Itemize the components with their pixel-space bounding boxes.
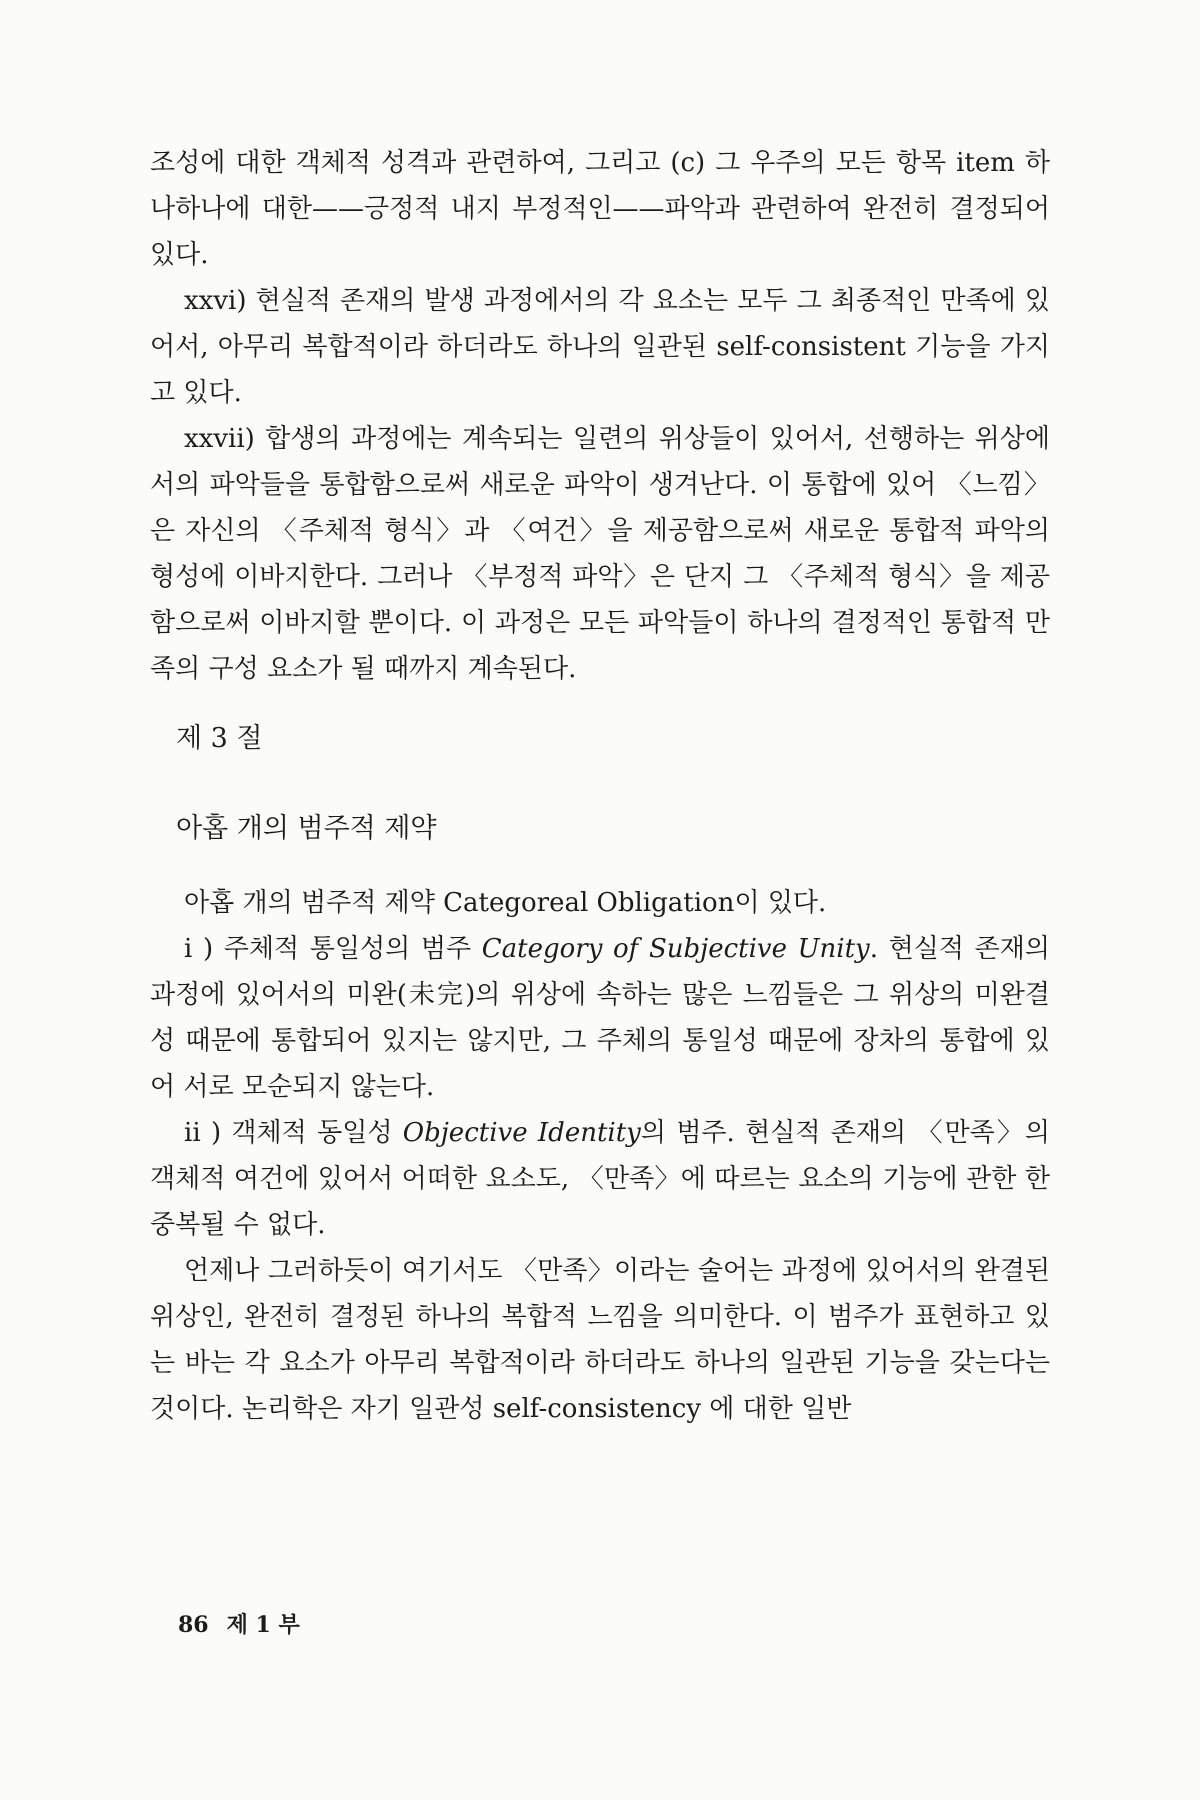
section-number: 제 3 절 [176,723,263,754]
item2-label: ii ) 객체적 동일성 [184,1118,403,1148]
intro-term: Categoreal Obligation [443,888,735,918]
intro-after: 이 있다. [734,888,827,918]
category-item-2 [150,1110,1050,1248]
paragraph-satisfaction: 언제나 그러하듯이 여기서도 〈만족〉이라는 술어는 과정에 있어서의 완결된 위상인, 완전히 결정된 하나의 복합적 느낌을 의미한다. 이 범주가 표현하고 있는 바는 각 요소가 아무리 복합적이라 하더라도 하나의 일관된 기능을 갖는다는 것이다. 논리학은 자기 일관성 self-consistency 에 대한 일반 [150,1256,1051,1424]
item2-text: 의 범주. 현실적 존재의 〈만족〉의 객체적 여건에 있어서 어떠한 요소도, 〈만족〉에 따르는 요소의 기능에 관한 한 중복될 수 없다. [150,1118,1051,1240]
category-item-1 [150,926,1050,1110]
paragraph-continued: 조성에 대한 객체적 성격과 관련하여, 그리고 (c) 그 우주의 모든 항목 item 하나하나에 대한——긍정적 내지 부정적인——파악과 관련하여 완전히 결정되어 있다. [150,148,1050,270]
item1-term: Category of Subjective Unity [481,934,870,964]
item2-term: Objective Identity [402,1118,641,1148]
part-label: 제 1 부 [226,1612,300,1638]
page-number: 86 [178,1612,209,1638]
section-title: 아홉 개의 범주적 제약 [176,813,437,844]
item1-label: i ) 주체적 통일성의 범주 [184,934,482,964]
page-footer [178,1608,300,1639]
paragraph-xxvi: xxvi) 현실적 존재의 발생 과정에서의 각 요소는 모두 그 최종적인 만족에 있어서, 아무리 복합적이라 하더라도 하나의 일관된 self-consistent 기능을 가지고 있다. [150,286,1050,408]
paragraph-xxvii: xxvii) 합생의 과정에는 계속되는 일련의 위상들이 있어서, 선행하는 위상에서의 파악들을 통합함으로써 새로운 파악이 생겨난다. 이 통합에 있어 〈느낌〉은 자신의 〈주체적 형식〉과 〈여건〉을 제공함으로써 새로운 통합적 파악의 형성에 이바지한다. 그러나 〈부정적 파악〉은 단지 그 〈주체적 형식〉을 제공함으로써 이바지할 뿐이다. 이 과정은 모든 파악들이 하나의 결정적인 통합적 만족의 구성 요소가 될 때까지 계속된다. [150,424,1050,684]
intro-paragraph [150,880,1050,926]
intro-before: 아홉 개의 범주적 제약 [184,888,444,918]
item1-text: . 현실적 존재의 과정에 있어서의 미완(未完)의 위상에 속하는 많은 느낌들은 그 위상의 미완결성 때문에 통합되어 있지는 않지만, 그 주체의 통일성 때문에 장차의 통합에 있어 서로 모순되지 않는다. [150,934,1050,1102]
